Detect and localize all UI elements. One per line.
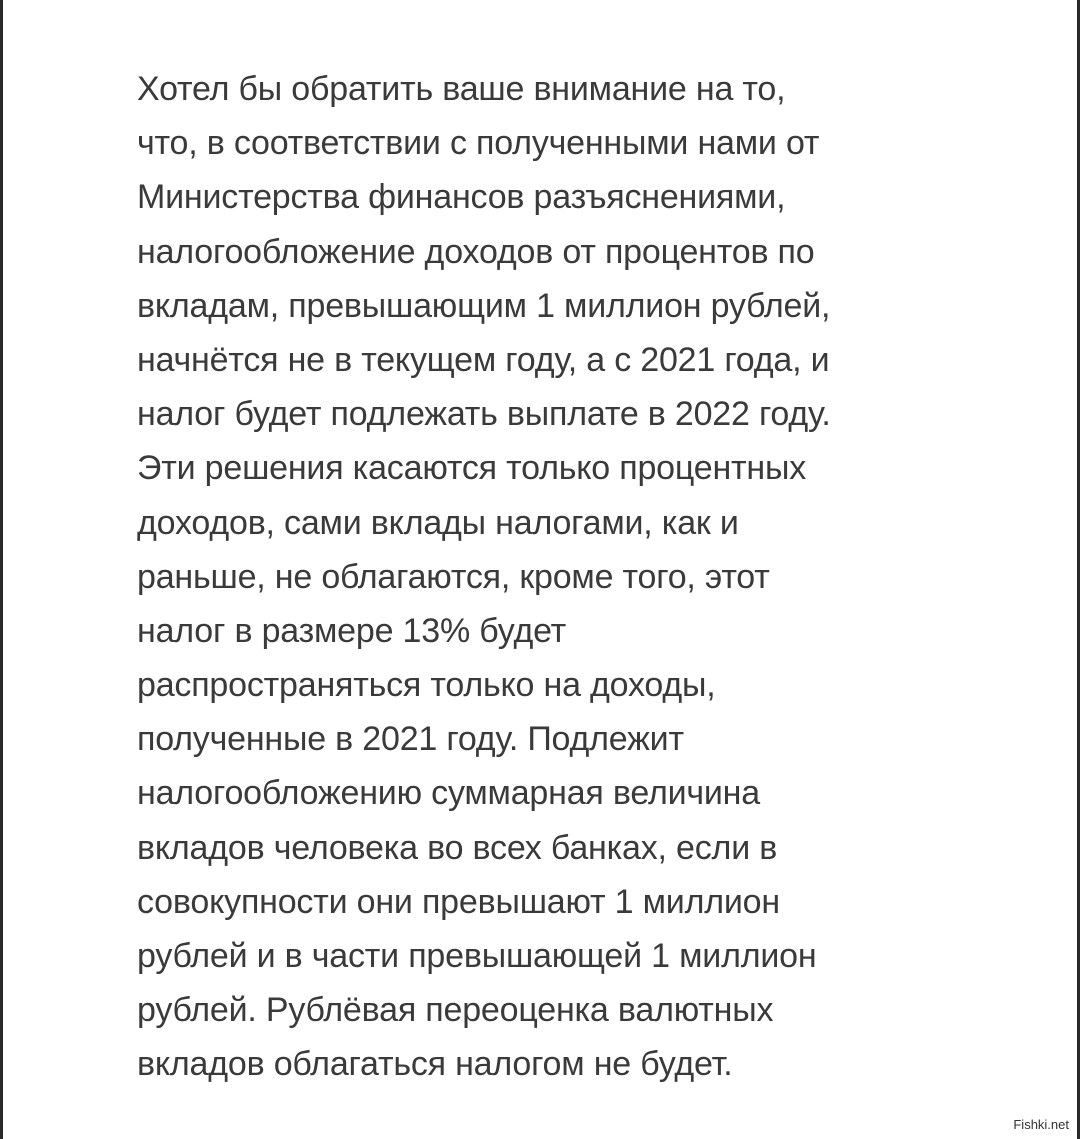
text-line-6: начнётся не в текущем году, а с 2021 года, и (137, 340, 830, 379)
left-border-line (0, 0, 3, 1139)
text-line-3: Министерства финансов разъяснениями, (137, 178, 786, 217)
text-line-11: налог в размере 13% будет (137, 611, 567, 650)
text-line-4: налогообложение доходов от процентов по (137, 232, 815, 271)
text-line-18: рублей. Рублёвая переоценка валютных (137, 991, 774, 1030)
text-line-10: раньше, не облагаются, кроме того, этот (137, 557, 770, 596)
text-line-13: полученные в 2021 году. Подлежит (137, 720, 684, 759)
text-line-2: что, в соответствии с полученными нами от (137, 124, 820, 163)
statement-text (137, 62, 967, 1092)
text-line-8: Эти решения касаются только процентных (137, 449, 807, 488)
text-line-17: рублей и в части превышающей 1 миллион (137, 937, 817, 975)
text-line-7: налог будет подлежать выплате в 2022 году. (137, 395, 831, 434)
text-line-15: вкладов человека во всех банках, если в (137, 828, 778, 867)
text-line-19: вкладов облагаться налогом не будет. (137, 1045, 733, 1084)
text-line-9: доходов, сами вклады налогами, как и (137, 503, 739, 542)
text-line-12: распространяться только на доходы, (137, 666, 716, 705)
text-line-14: налогообложению суммарная величина (137, 774, 760, 813)
watermark-label: Fishki.net (1010, 1116, 1072, 1133)
text-line-16: совокупности они превышают 1 миллион (137, 882, 780, 921)
text-line-1: Хотел бы обратить ваше внимание на то, (137, 70, 786, 108)
text-line-5: вкладам, превышающим 1 миллион рублей, (137, 286, 831, 325)
